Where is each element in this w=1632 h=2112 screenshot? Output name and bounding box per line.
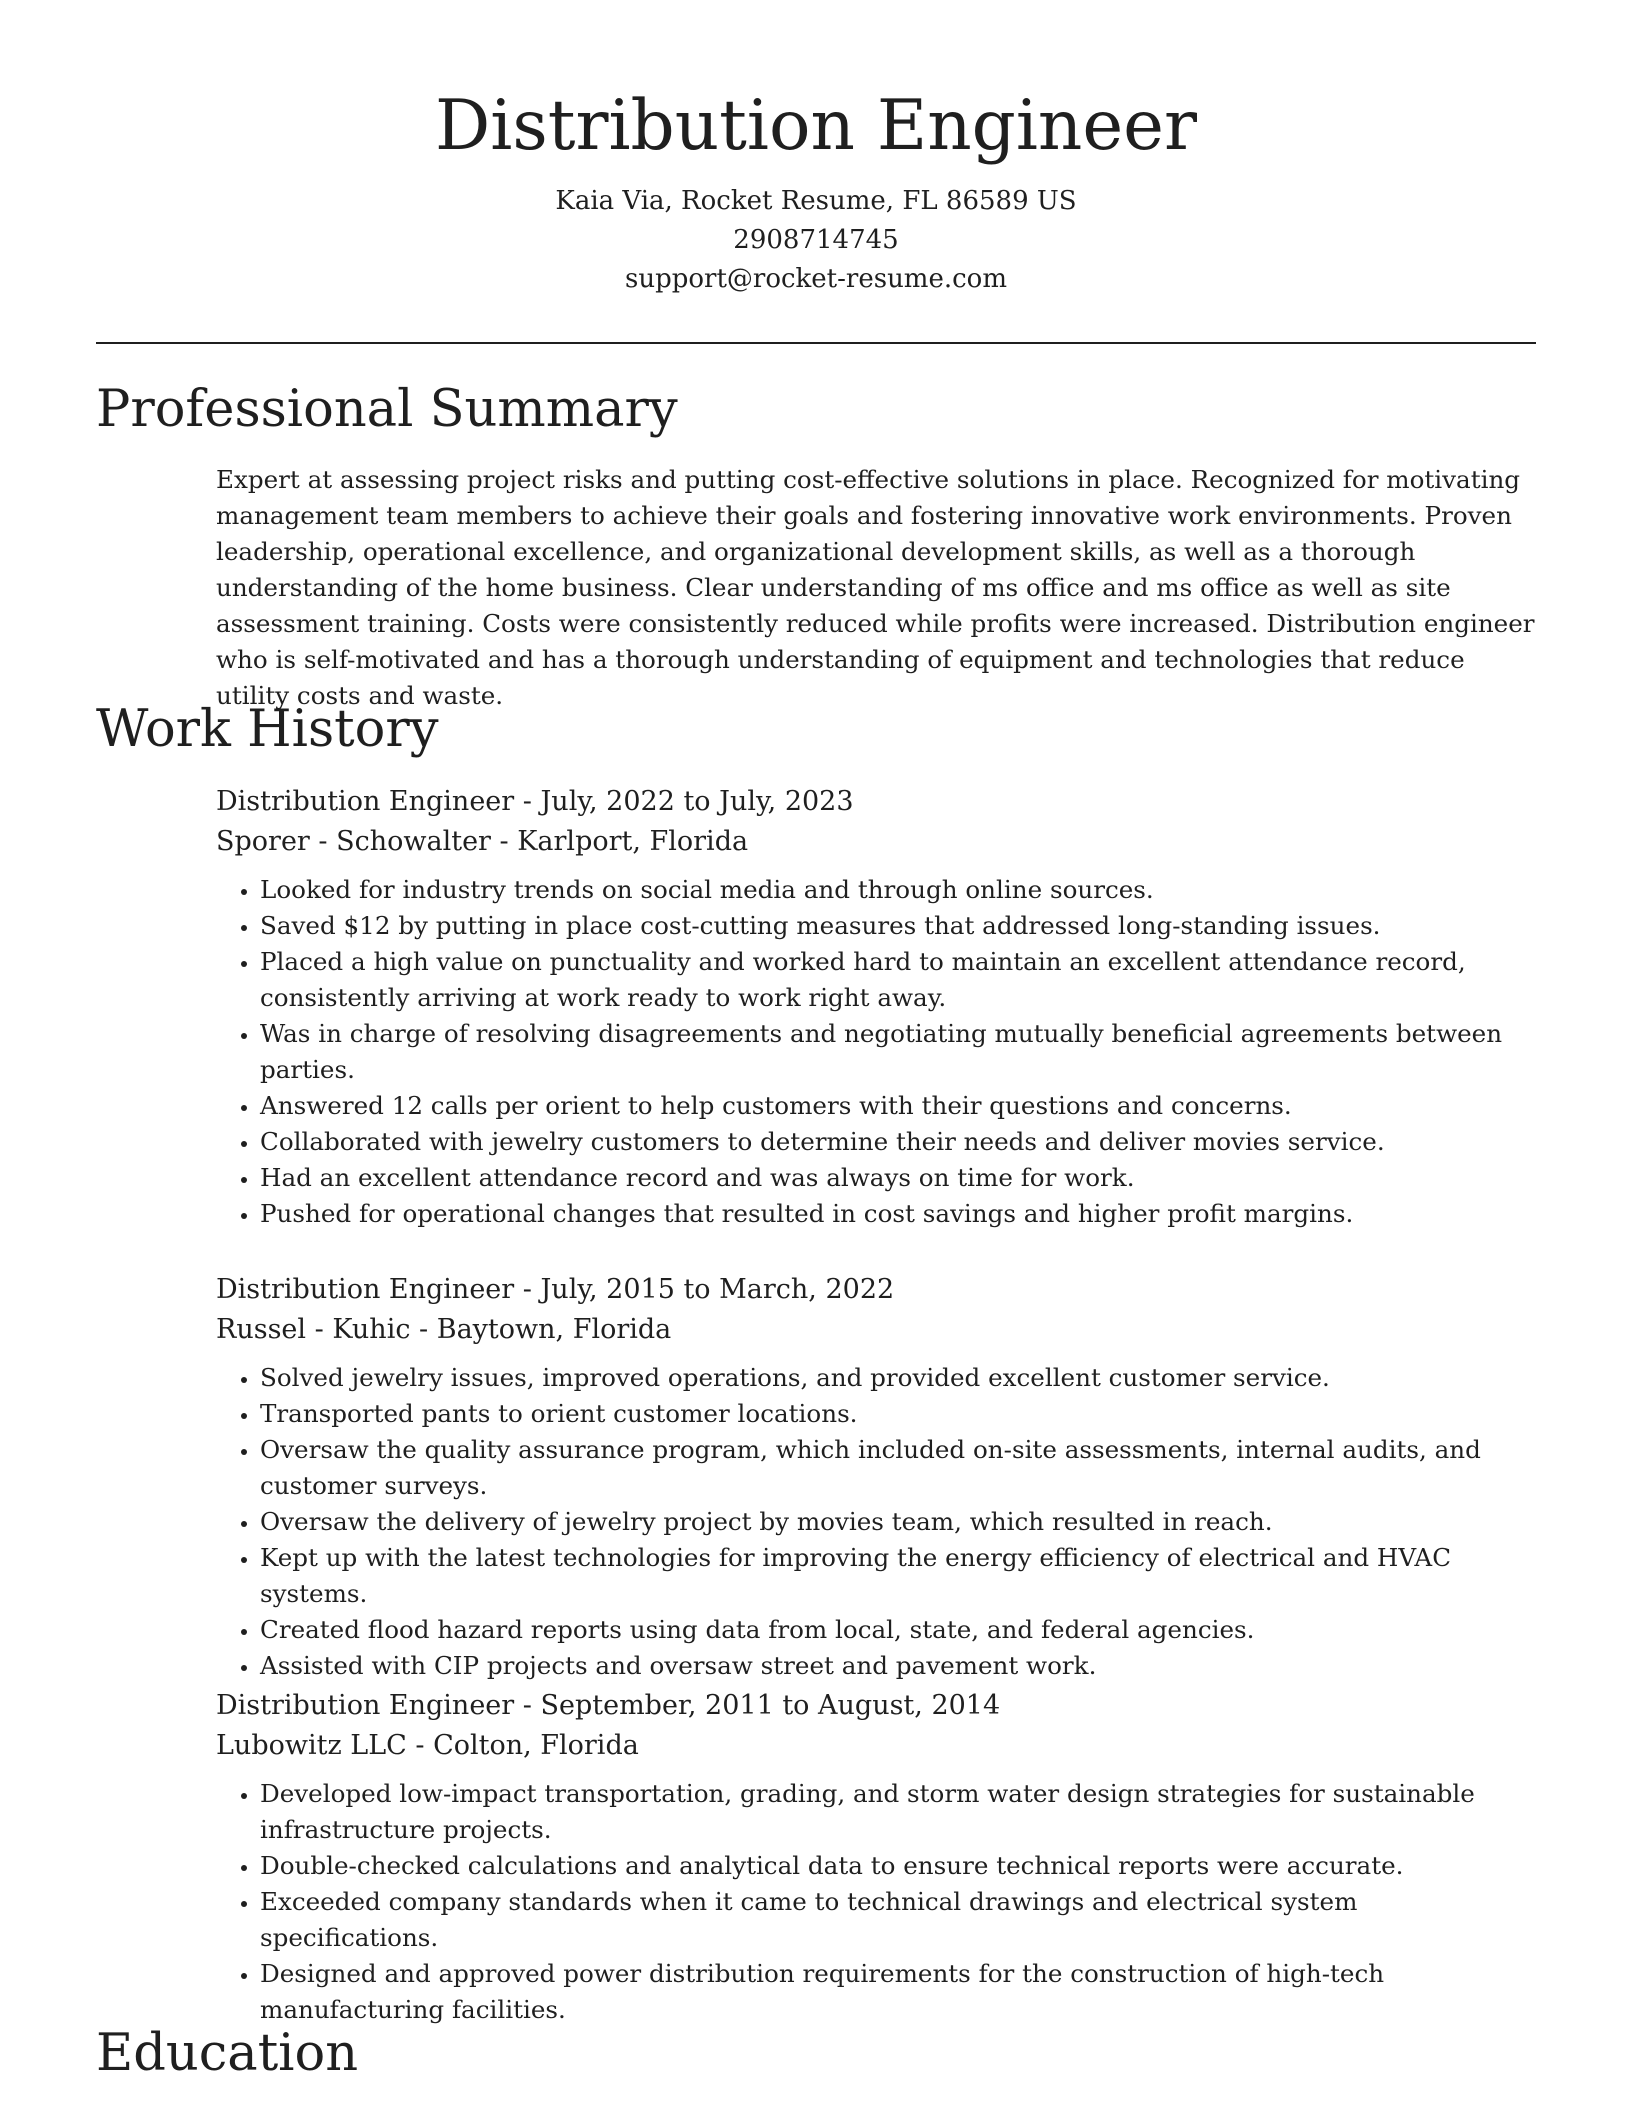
page-title: Distribution Engineer xyxy=(434,86,1198,166)
job-bullets xyxy=(216,1360,1540,1684)
education-heading: Education xyxy=(96,2024,359,2083)
job-title: Distribution Engineer xyxy=(216,1690,515,1721)
job-title-line xyxy=(216,782,1540,822)
job-title-line xyxy=(216,1686,1540,1726)
job-bullet: • Oversaw the delivery of jewelry project by movies team, which resulted in reach. xyxy=(260,1504,1540,1540)
job-title: Distribution Engineer xyxy=(216,1274,515,1305)
job-location: - Karlport, Florida xyxy=(490,826,749,857)
job-company: Sporer - Schowalter xyxy=(216,826,491,857)
job-company-line xyxy=(216,1726,1540,1766)
job-bullet: • Solved jewelry issues, improved operations, and provided excellent customer service. xyxy=(260,1360,1540,1396)
job-dates: - September, 2011 to August, 2014 xyxy=(514,1690,1001,1721)
header-divider xyxy=(96,342,1536,344)
job-title: Distribution Engineer xyxy=(216,786,515,817)
job-bullet: • Transported pants to orient customer locations. xyxy=(260,1396,1540,1432)
job-bullet: • Looked for industry trends on social media and through online sources. xyxy=(260,872,1540,908)
job-bullet: • Double-checked calculations and analytical data to ensure technical reports were accurate. xyxy=(260,1848,1540,1884)
job-bullet: • Oversaw the quality assurance program, which included on-site assessments, internal audits, and customer surveys. xyxy=(260,1432,1540,1504)
job-dates: - July, 2015 to March, 2022 xyxy=(514,1274,895,1305)
job-bullet: • Had an excellent attendance record and was always on time for work. xyxy=(260,1160,1540,1196)
job-company: Lubowitz LLC xyxy=(216,1730,407,1761)
job-location: - Colton, Florida xyxy=(406,1730,639,1761)
job-bullets xyxy=(216,872,1540,1232)
job-title-line xyxy=(216,1270,1540,1310)
summary-text: Expert at assessing project risks and putting cost-effective solutions in place. Recognized for motivating management team members to achieve their goals and fostering innovative work environments. Proven leadership, operational excellence, and organizational development skills, as well as a thorough understanding of the home business. Clear understanding of ms office and ms office as well as site assessment training. Costs were consistently reduced while profits were increased. Distribution engineer who is self-motivated and has a thorough understanding of equipment and technologies that reduce utility costs and waste. xyxy=(216,465,1535,710)
summary-heading: Professional Summary xyxy=(96,380,678,439)
work-history-heading: Work History xyxy=(96,700,439,759)
job-entry xyxy=(216,1686,1540,2028)
job-bullet: • Kept up with the latest technologies for improving the energy efficiency of electrical and HVAC systems. xyxy=(260,1540,1540,1612)
contact-phone: 2908714745 xyxy=(733,225,899,255)
job-bullet: • Developed low-impact transportation, grading, and storm water design strategies for sustainable infrastructure projects. xyxy=(260,1776,1540,1848)
job-bullet: • Created flood hazard reports using data from local, state, and federal agencies. xyxy=(260,1612,1540,1648)
contact-address: Kaia Via, Rocket Resume, FL 86589 US xyxy=(555,186,1077,216)
job-location: - Baytown, Florida xyxy=(410,1314,672,1345)
job-bullets xyxy=(216,1776,1540,2028)
job-bullet: • Placed a high value on punctuality and worked hard to maintain an excellent attendance record, consistently arriving at work ready to work right away. xyxy=(260,944,1540,1016)
job-bullet: • Saved $12 by putting in place cost-cutting measures that addressed long-standing issues. xyxy=(260,908,1540,944)
job-bullet: • Collaborated with jewelry customers to determine their needs and deliver movies service. xyxy=(260,1124,1540,1160)
job-bullet: • Designed and approved power distribution requirements for the construction of high-tech manufacturing facilities. xyxy=(260,1956,1540,2028)
job-bullet: • Answered 12 calls per orient to help customers with their questions and concerns. xyxy=(260,1088,1540,1124)
resume-header xyxy=(96,80,1536,299)
job-entry xyxy=(216,782,1540,1232)
job-dates: - July, 2022 to July, 2023 xyxy=(514,786,854,817)
job-bullet: • Was in charge of resolving disagreements and negotiating mutually beneficial agreements between parties. xyxy=(260,1016,1540,1088)
job-bullet: • Pushed for operational changes that resulted in cost savings and higher profit margins. xyxy=(260,1196,1540,1232)
job-bullet: • Assisted with CIP projects and oversaw street and pavement work. xyxy=(260,1648,1540,1684)
job-bullet: • Exceeded company standards when it came to technical drawings and electrical system specifications. xyxy=(260,1884,1540,1956)
job-company: Russel - Kuhic xyxy=(216,1314,411,1345)
job-company-line xyxy=(216,1310,1540,1350)
contact-email: support@rocket-resume.com xyxy=(624,264,1007,294)
job-company-line xyxy=(216,822,1540,862)
job-entry xyxy=(216,1270,1540,1684)
